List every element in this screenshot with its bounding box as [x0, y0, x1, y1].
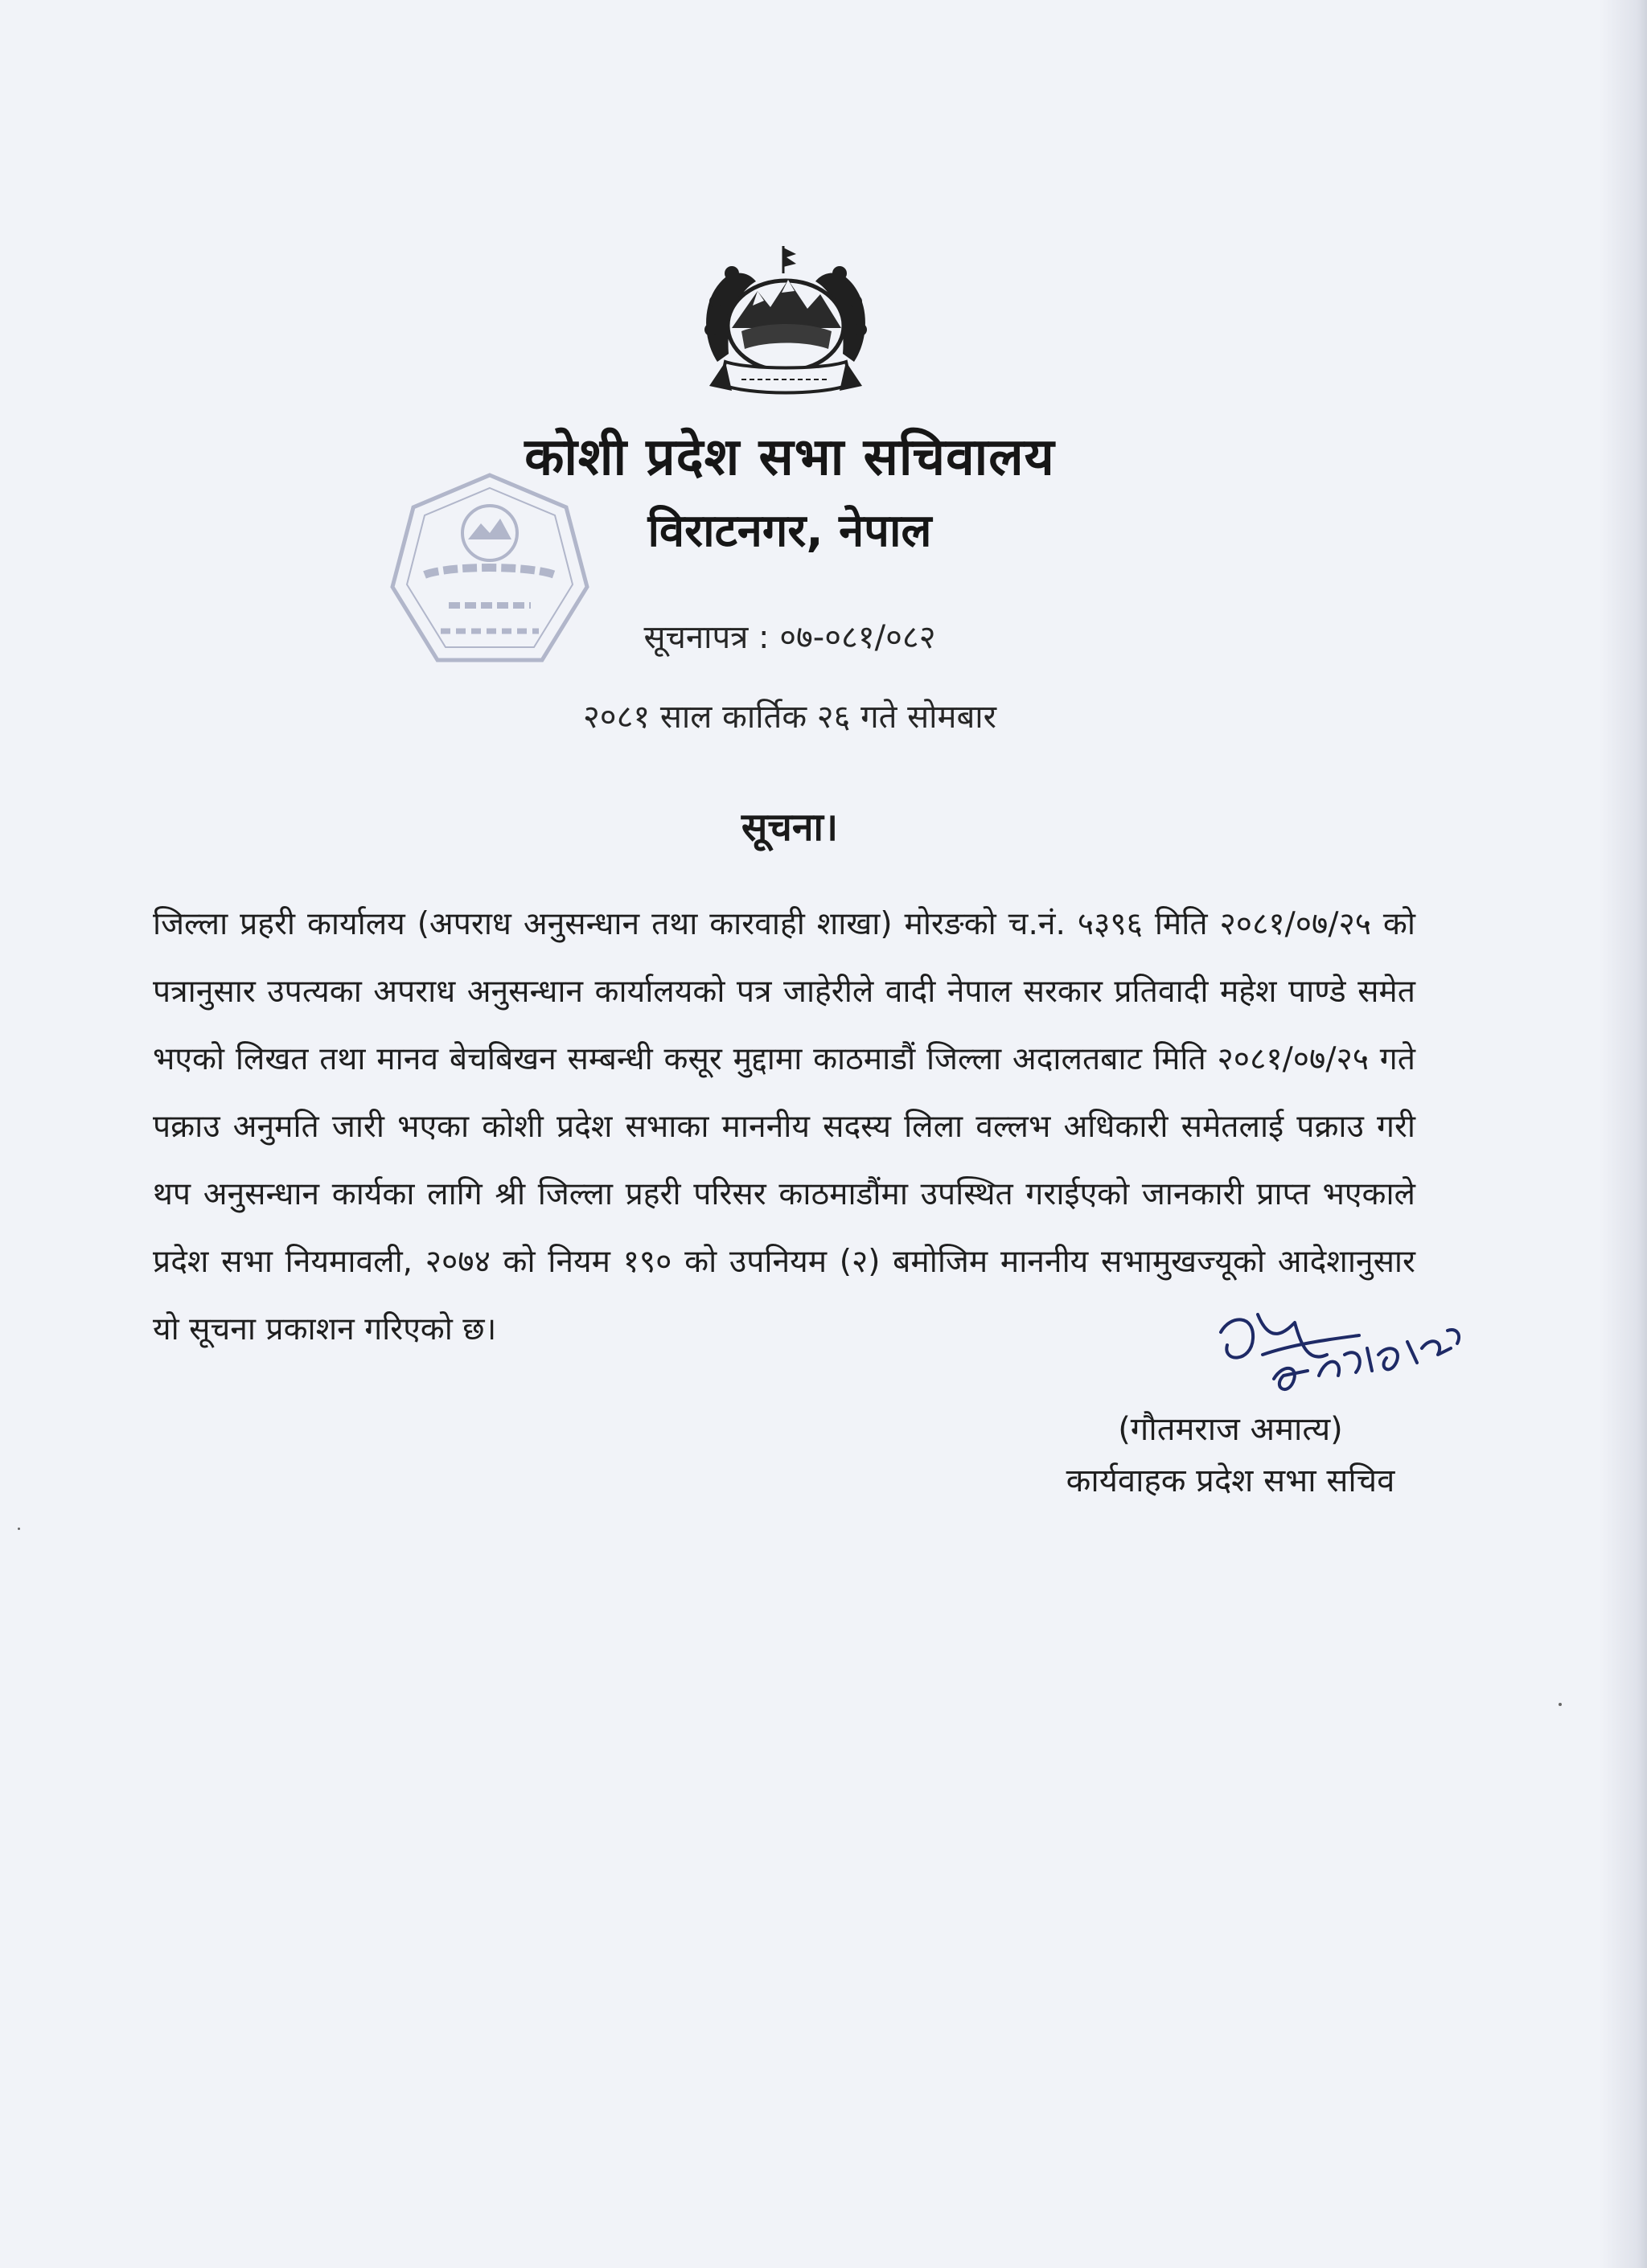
paper-speck — [1559, 1703, 1562, 1706]
signer-title: कार्यवाहक प्रदेश सभा सचिव — [1066, 1462, 1395, 1499]
office-location: विराटनगर, नेपाल — [647, 505, 932, 557]
handwritten-signature-icon — [1206, 1298, 1472, 1411]
nepal-government-emblem-icon — [693, 241, 878, 410]
notice-date: २०८१ साल कार्तिक २६ गते सोमबार — [582, 699, 997, 736]
notice-body: जिल्ला प्रहरी कार्यालय (अपराध अनुसन्धान तथा कारवाही शाखा) मोरङको च.नं. ५३९६ मिति २०८१/०७/२५ को पत्रानुसार उपत्यका अपराध अनुसन्धान कार्यालयको पत्र जाहेरीले वादी नेपाल सरकार प्रतिवादी महेश पाण्डे समेत भएको लिखत तथा मानव बेचबिखन सम्बन्धी कसूर मुद्दामा काठमाडौं जिल्ला अदालतबाट मिति २०८१/०७/२५ गते पक्राउ अनुमति जारी भएका कोशी प्रदेश सभाका माननीय सदस्य लिला वल्लभ अधिकारी समेतलाई पक्राउ गरी थप अनुसन्धान कार्यका लागि श्री जिल्ला प्रहरी परिसर काठमाडौंमा उपस्थित गराईएको जानकारी प्राप्त भएकाले प्रदेश सभा नियमावली, २०७४ को नियम १९० को उपनियम (२) बमोजिम माननीय सभामुखज्यूको आदेशानुसार यो सूचना प्रकाशन गरिएको छ। — [153, 906, 1415, 1347]
notice-number: सूचनापत्र : ०७-०८१/०८२ — [643, 619, 936, 656]
scan-edge — [1599, 0, 1647, 2268]
office-title: कोशी प्रदेश सभा सचिवालय — [524, 428, 1055, 487]
notice-heading: सूचना। — [741, 805, 839, 850]
paper-speck — [18, 1528, 20, 1530]
signer-name: (गौतमराज अमात्य) — [1118, 1411, 1343, 1448]
